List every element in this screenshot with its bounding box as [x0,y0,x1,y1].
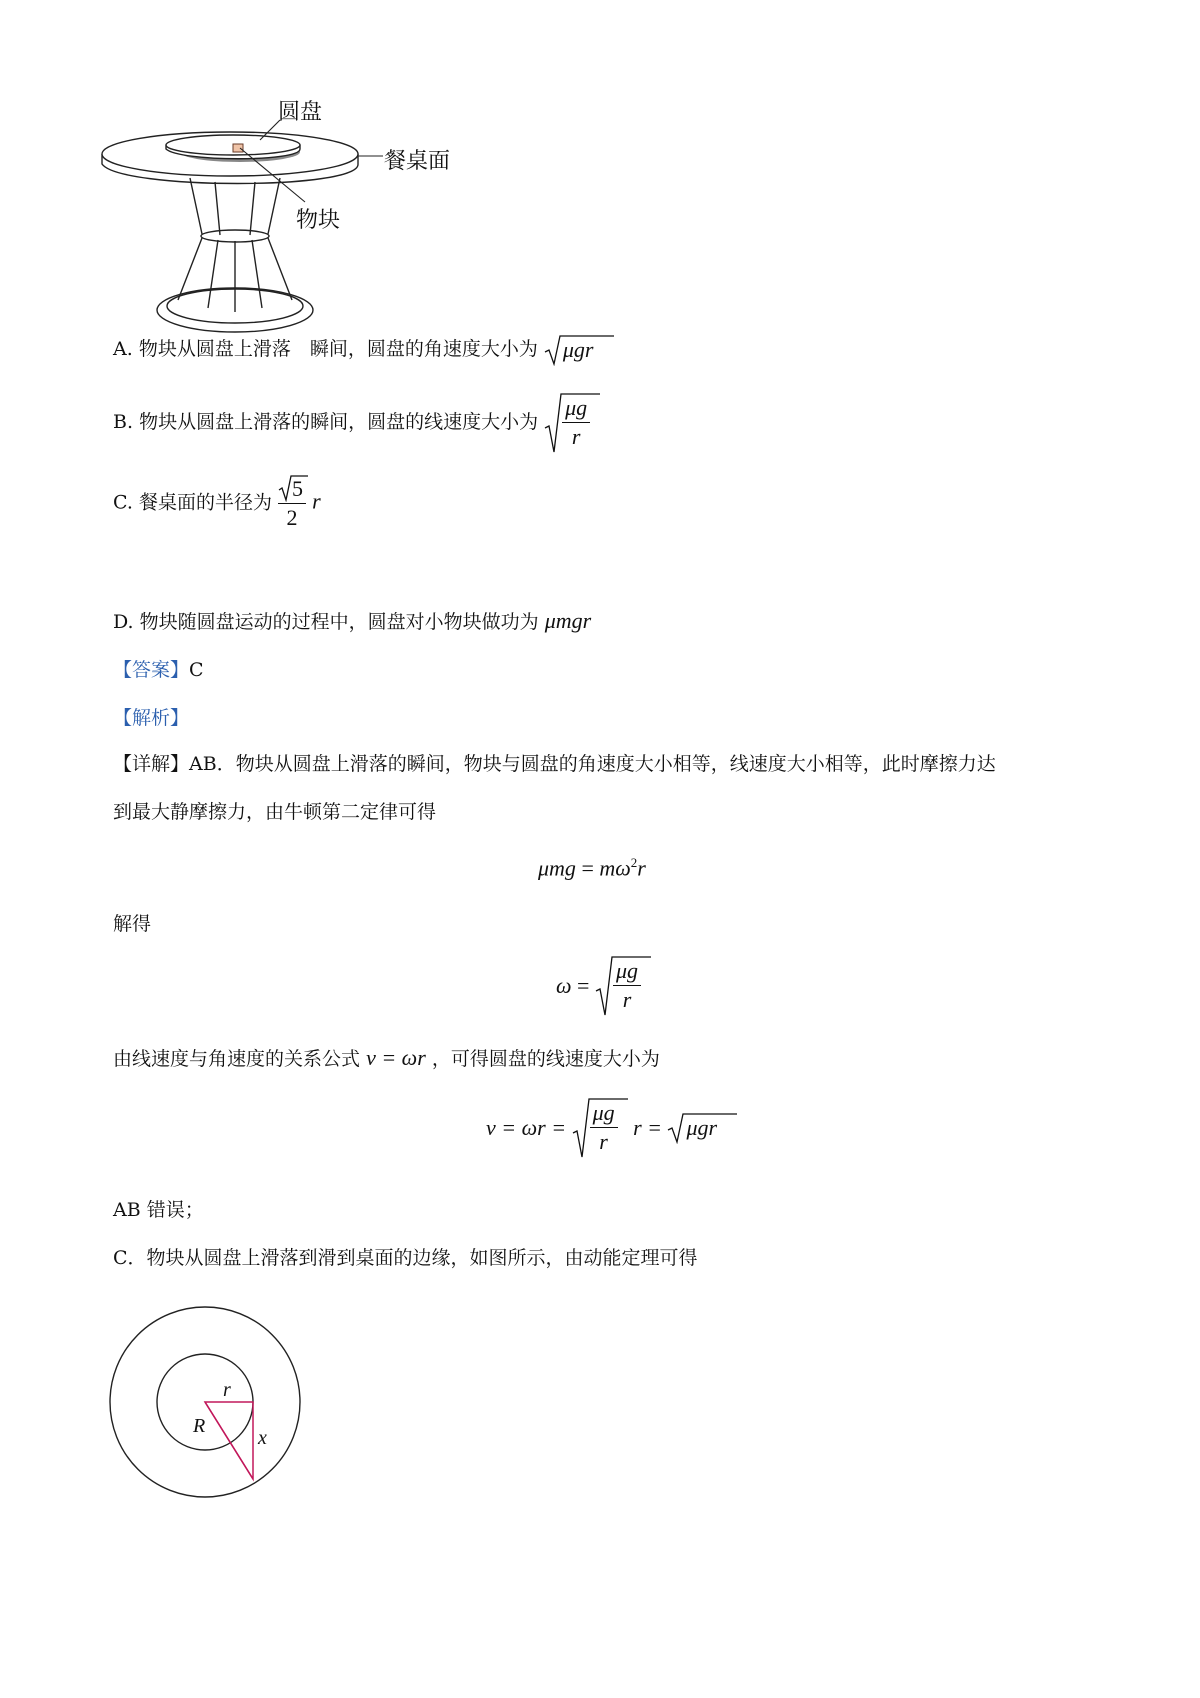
eq3-num: μg [590,1100,618,1128]
c-explanation-line: C．物块从圆盘上滑落到滑到桌面的边缘，如图所示，由动能定理可得 [113,1247,698,1269]
label-small-r: r [223,1379,231,1401]
option-a [113,334,614,366]
option-d [113,607,591,634]
option-c-letter: C. [113,491,133,514]
table-leg-collar [201,230,269,242]
option-c [113,476,321,531]
label-disc: 圆盘 [278,100,323,125]
eq3-sqrt [667,1112,737,1144]
circle-figure [105,1302,305,1502]
analysis-tag: 【解析】 [113,707,190,729]
option-d-letter: D. [113,611,134,633]
answer-tag: 【答案】 [113,659,190,681]
option-b-text: 物块从圆盘上滑落的瞬间，圆盘的线速度大小为 [139,411,539,433]
line3-post: ，可得圆盘的线速度大小为 [431,1048,660,1070]
eq2-equals: = [577,973,590,998]
sqrt-frac-b [544,392,600,454]
eq3-sqrt-radicand: μgr [686,1115,718,1140]
option-c-text: 餐桌面的半径为 [138,491,272,514]
equation-1 [538,855,646,881]
frac-c-num [278,476,306,504]
option-c-tail: r [312,488,321,514]
detail-tag: 【详解】 [113,753,190,775]
answer-line [113,655,204,682]
frac-b-den: r [571,424,581,449]
line3-formula: v = ωr [366,1045,426,1070]
label-block: 物块 [296,208,341,233]
label-big-R: R [193,1415,206,1437]
label-table-top: 餐桌面 [384,149,451,174]
eq2-frac [613,958,641,1013]
frac-c-den: 2 [286,505,298,530]
option-a-letter: A. [113,338,133,360]
detail-line-2: 到最大静摩擦力，由牛顿第二定律可得 [113,801,437,823]
frac-b [562,395,590,450]
option-b [113,392,600,454]
eq1-r: r [637,855,646,881]
sqrt-mugr [544,334,614,366]
small-block [233,144,243,152]
eq3-sqrt-frac [572,1097,628,1159]
detail-line-3 [113,1044,660,1071]
eq3-frac [590,1100,618,1155]
solve-line: 解得 [113,913,152,935]
ab-wrong-line: AB 错误； [113,1199,204,1221]
eq1-exp: 2 [630,855,638,870]
table-leg-lower [178,238,292,312]
option-a-formula: μgr [562,337,594,362]
frac-c [278,476,306,531]
eq3-left: v = ωr = [486,1115,567,1140]
detail-line-1 [113,749,996,776]
equation-3 [486,1097,737,1159]
eq3-den: r [599,1129,608,1154]
option-a-text: 物块从圆盘上滑落 瞬间，圆盘的角速度大小为 [138,338,538,360]
option-d-formula: μmgr [544,608,592,633]
eq2-left: ω [556,973,572,998]
label-x: x [258,1427,267,1449]
option-b-letter: B. [113,411,134,433]
equation-2 [556,955,651,1017]
eq2-num: μg [613,958,641,986]
eq2-den: r [622,987,632,1012]
eq2-sqrt [595,955,651,1017]
option-d-text: 物块随圆盘运动的过程中，圆盘对小物块做功为 [139,611,539,633]
eq3-mid: r = [633,1115,662,1140]
frac-b-num: μg [562,395,590,423]
table-leg-upper [190,178,280,235]
eq1-right: mω [599,855,631,881]
eq1-left: μmg [538,855,576,881]
eq1-equals: = [581,855,594,881]
frac-c-radicand: 5 [292,476,304,501]
answer-value: C [189,659,204,681]
detail-text-1: AB．物块从圆盘上滑落的瞬间，物块与圆盘的角速度大小相等，线速度大小相等，此时摩擦力达 [189,753,996,775]
line3-pre: 由线速度与角速度的关系公式 [113,1048,361,1070]
